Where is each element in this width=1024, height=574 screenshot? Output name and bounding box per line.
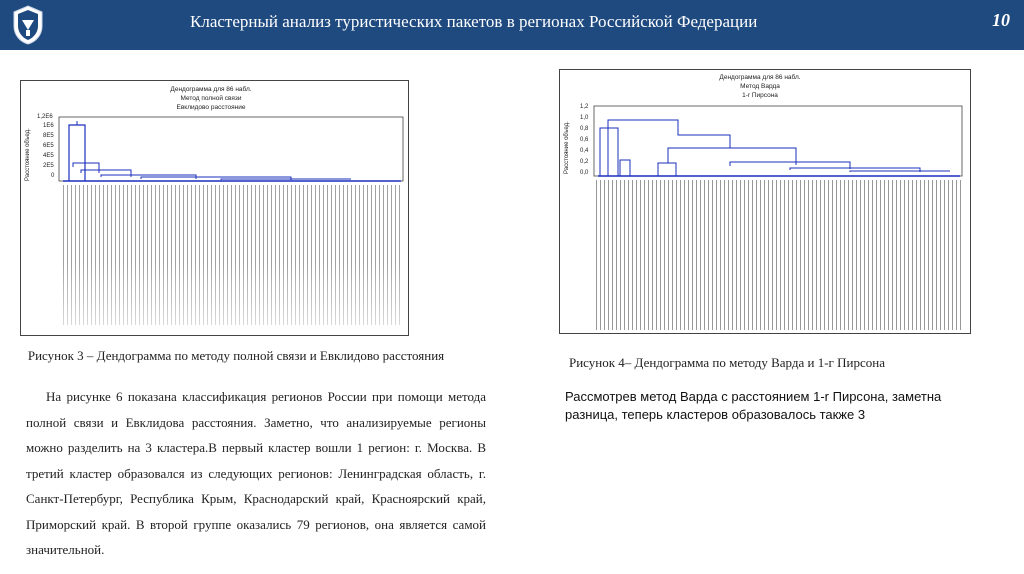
header-bar: [0, 0, 1024, 50]
figure-1-caption: Рисунок 3 – Дендограмма по методу полной связи и Евклидово расстояния: [27, 348, 445, 363]
figure-1-ytick: 6Е5: [43, 143, 54, 149]
slide-title: Кластерный анализ туристических пакетов в регионах Российской Федерации: [190, 12, 758, 31]
page-number: 10: [992, 10, 1010, 30]
figure-1-leaf-labels: [63, 185, 403, 325]
dendrogram-figure-1: [20, 80, 409, 336]
figure-1-y-axis-label: Расстояние объед.: [25, 128, 31, 181]
figure-2-y-axis-label: Расстояние объед.: [564, 121, 570, 174]
figure-1-ytick: 1,2Е6: [37, 114, 53, 120]
figure-1-ytick: 0: [51, 173, 55, 179]
figure-1-ytick: 8Е5: [43, 133, 54, 139]
paragraph-right: Рассмотрев метод Варда с расстоянием 1-r Пирсона, заметна разница, теперь кластеров образовалось также 3: [565, 389, 942, 422]
figure-2-title: Дендограмма для 86 набл. Метод Варда 1-r Пирсона: [719, 74, 801, 99]
figure-2-ytick: 1,0: [580, 115, 589, 121]
figure-2-ytick: 0,8: [580, 126, 589, 132]
figure-1-title: Дендограмма для 86 набл. Метод полной связи Евклидово расстояние: [170, 86, 252, 111]
paragraph-left: На рисунке 6 показана классификация регионов России при помощи метода полной связи и Евклидова расстояния. Заметно, что анализируемые регионы можно разделить на 3 кластера.В первый кластер вошли 1 регион: г. Москва. В третий кластер образовался из следующих регионов: Ленинградская область, г. Санкт-Петербург, Республика Крым, Краснодарский край, Красноярский край, Приморский край. В второй группе оказались 79 регионов, она является самой значительной.: [26, 389, 486, 557]
figure-2-leaf-labels: [596, 180, 961, 330]
figure-2-ytick: 0,6: [580, 137, 589, 143]
figure-1-ytick: 2Е5: [43, 163, 54, 169]
figure-2-ytick: 0,2: [580, 159, 589, 165]
figure-1-ytick: 1Е6: [43, 123, 54, 129]
figure-2-caption: Рисунок 4– Дендограмма по методу Варда и 1-г Пирсона: [569, 355, 885, 370]
figure-2-ytick: 0,4: [580, 148, 589, 154]
dendrogram-figure-2: [559, 69, 971, 334]
figure-2-ytick: 1,2: [580, 104, 589, 110]
figure-2-ytick: 0,0: [580, 170, 589, 176]
university-emblem-icon: [10, 4, 46, 46]
figure-1-ytick: 4Е5: [43, 153, 54, 159]
